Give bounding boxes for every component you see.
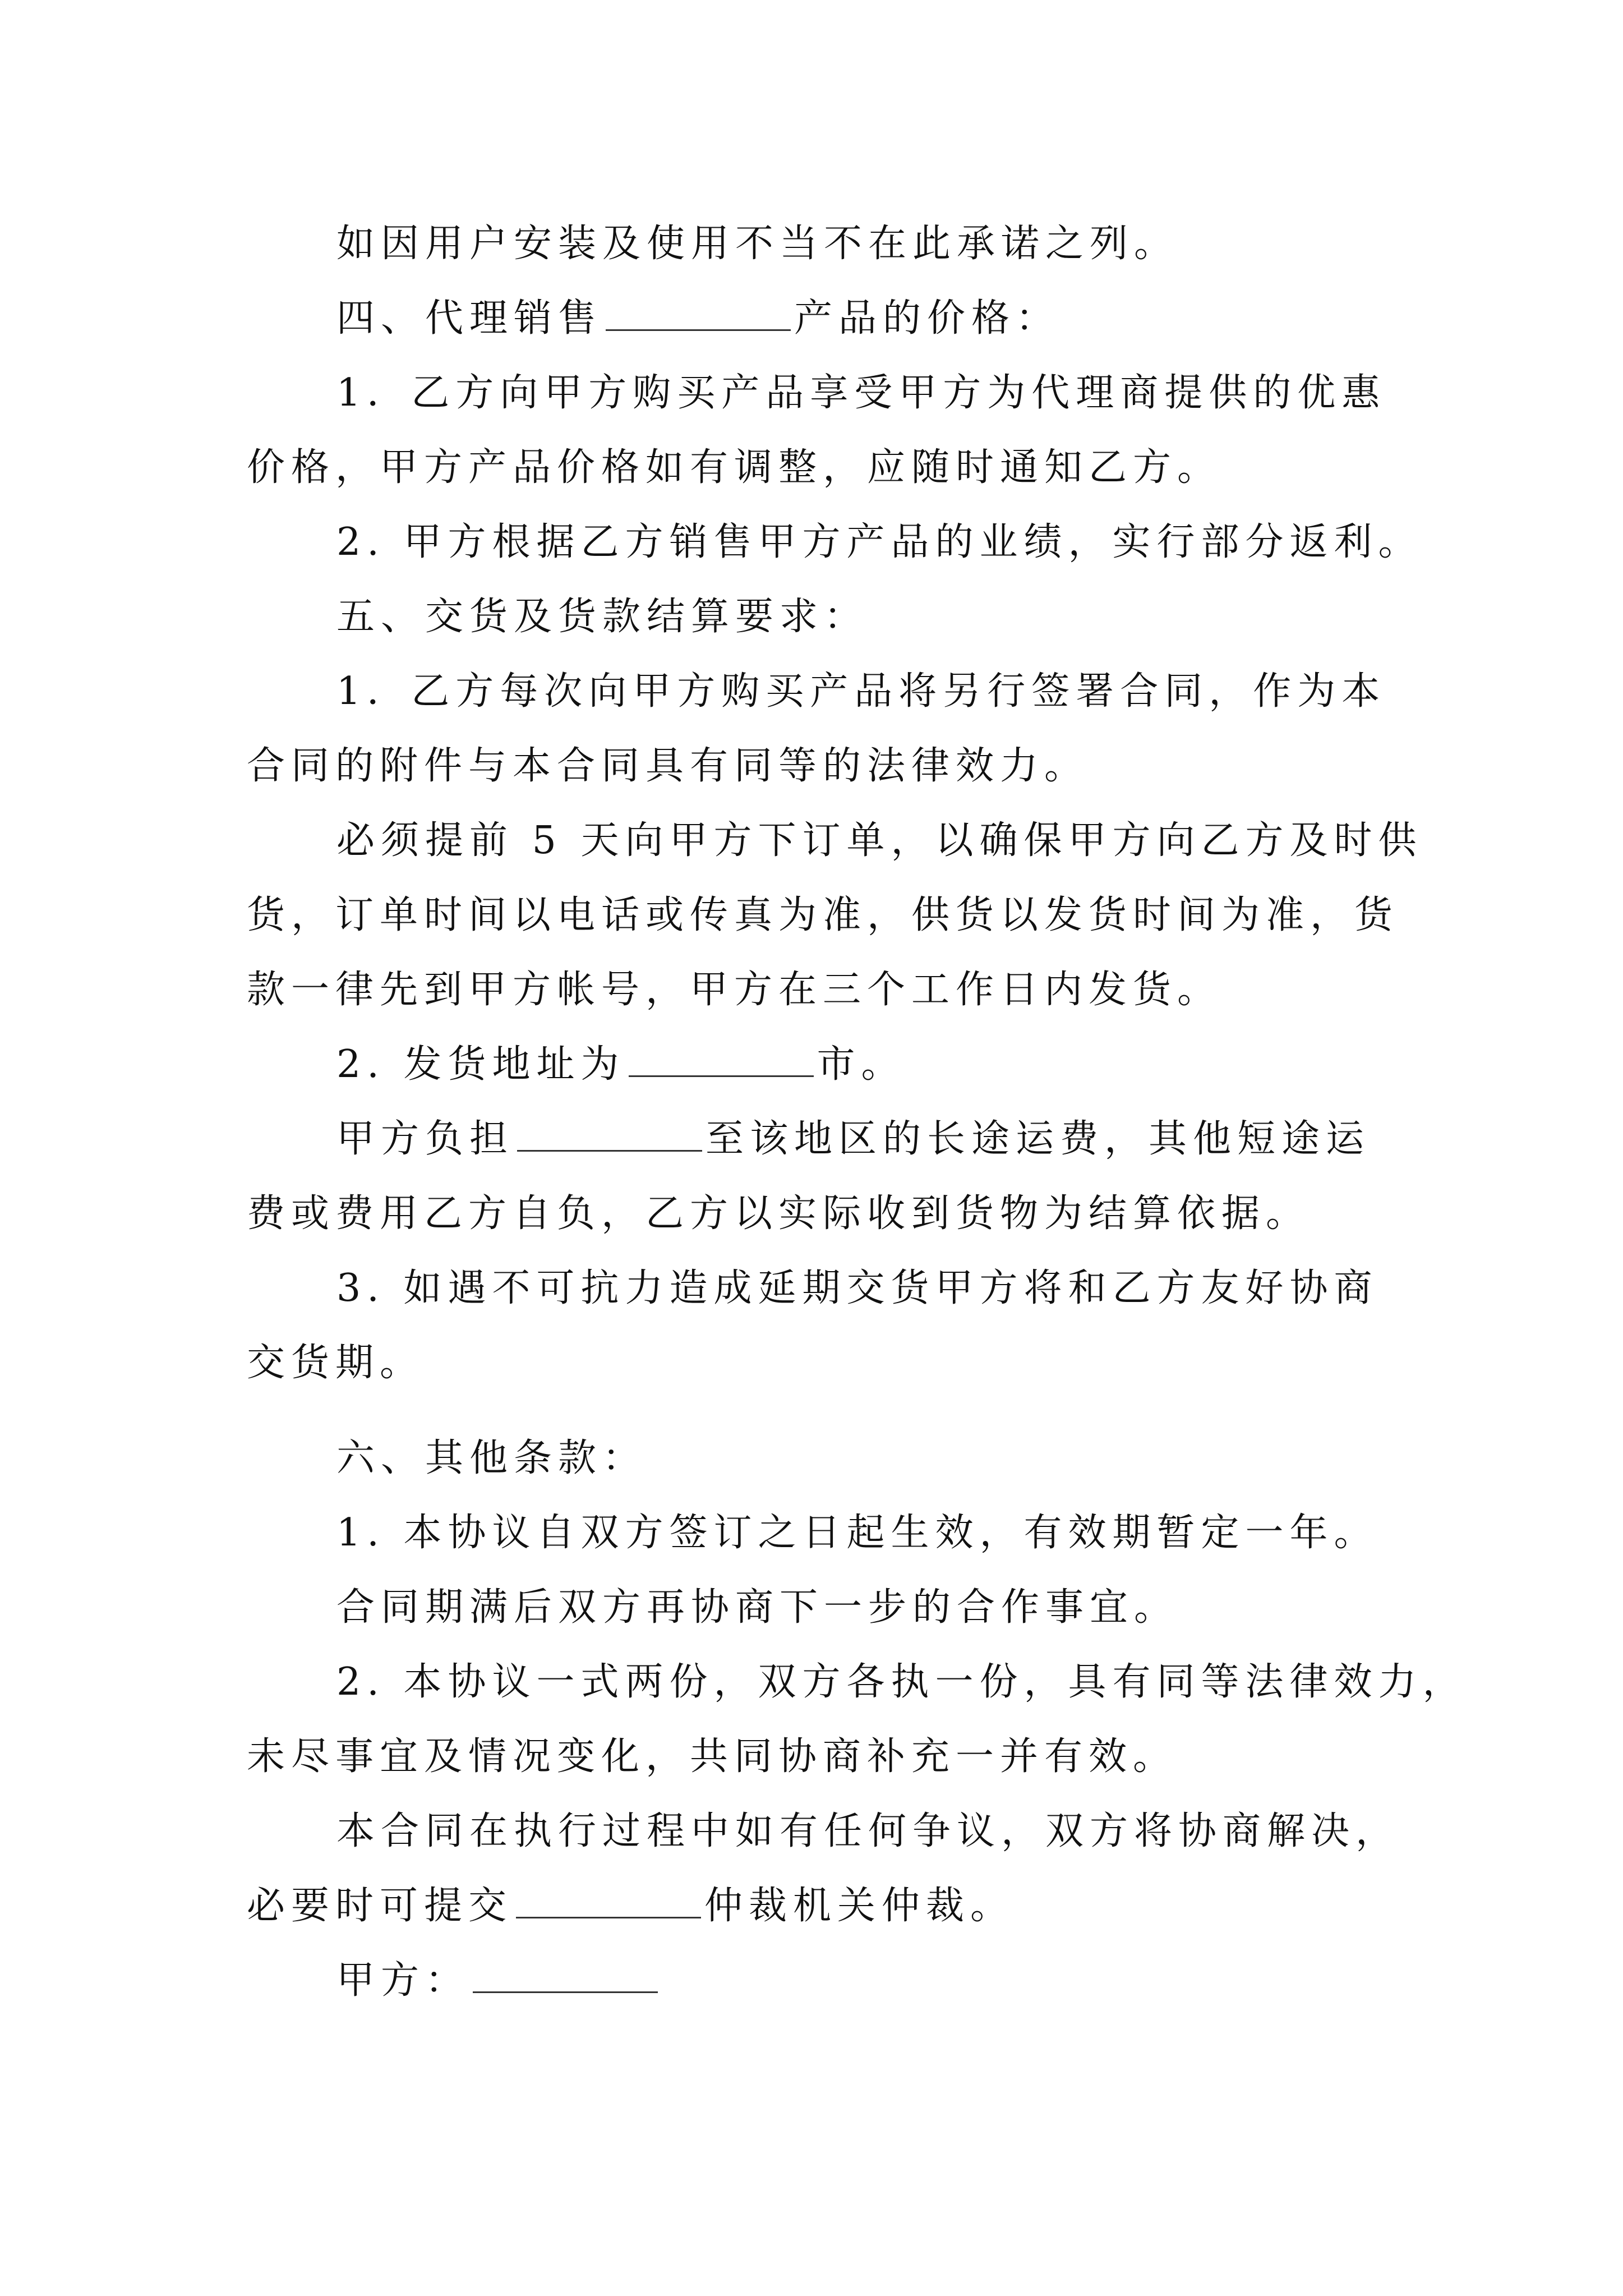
line-text: 四、代理销售 xyxy=(336,296,603,341)
fill-in-blank xyxy=(473,1958,658,1993)
fill-in-blank xyxy=(629,1042,814,1077)
line-text: 如因用户安装及使用不当不在此承诺之列。 xyxy=(336,222,1179,266)
paragraph-line xyxy=(247,1189,1310,1239)
paragraph-line xyxy=(336,368,1386,418)
line-text: 3. 如遇不可抗力造成延期交货甲方将和乙方友好协商 xyxy=(336,1266,1378,1310)
paragraph-line xyxy=(247,890,1399,941)
fill-in-blank xyxy=(516,1883,701,1918)
line-text: 1．乙方每次向甲方购买产品将另行签署合同，作为本 xyxy=(336,669,1386,714)
paragraph-line xyxy=(247,1338,424,1388)
line-text-after-blank: 产品的价格： xyxy=(794,296,1061,341)
line-text: 1．乙方向甲方购买产品享受甲方为代理商提供的优惠 xyxy=(336,371,1386,415)
line-text: 本合同在执行过程中如有任何争议，双方将协商解决， xyxy=(336,1809,1400,1853)
line-text: 合同期满后双方再协商下一步的合作事宜。 xyxy=(336,1585,1179,1630)
line-text: 合同的附件与本合同具有同等的法律效力。 xyxy=(247,744,1089,788)
line-text: 费或费用乙方自负，乙方以实际收到货物为结算依据。 xyxy=(247,1191,1311,1236)
line-text: 必须提前 5 天向甲方下订单，以确保甲方向乙方及时供 xyxy=(336,818,1423,863)
paragraph-line xyxy=(247,1732,1177,1782)
line-text: 甲方： xyxy=(336,1958,470,2003)
paragraph-line xyxy=(336,219,1178,269)
line-text: 2. 本协议一式两份，双方各执一份，具有同等法律效力， xyxy=(336,1660,1467,1704)
paragraph-line xyxy=(336,1582,1178,1633)
line-text-after-blank: 至该地区的长途运费，其他短途运 xyxy=(706,1117,1371,1161)
paragraph-line xyxy=(336,1508,1378,1558)
paragraph-line xyxy=(247,965,1221,1015)
line-text: 未尽事宜及情况变化，共同协商补充一并有效。 xyxy=(247,1734,1178,1779)
line-text: 五、交货及货款结算要求： xyxy=(336,595,869,639)
line-text: 甲方负担 xyxy=(336,1117,514,1161)
paragraph-line xyxy=(247,443,1221,493)
section-heading xyxy=(336,293,1060,344)
paragraph-line xyxy=(336,666,1386,717)
signature-line-party-a xyxy=(336,1955,661,2006)
line-text: 交货期。 xyxy=(247,1341,425,1385)
line-text-after-blank: 仲裁机关仲裁。 xyxy=(704,1884,1015,1928)
line-text: 2. 甲方根据乙方销售甲方产品的业绩，实行部分返利。 xyxy=(336,520,1423,564)
paragraph-line xyxy=(336,1806,1400,1857)
line-text-after-blank: 市。 xyxy=(817,1042,906,1087)
line-text: 六、其他条款： xyxy=(336,1436,647,1480)
paragraph-line xyxy=(247,741,1089,792)
paragraph-line xyxy=(247,1881,1015,1931)
paragraph-line xyxy=(336,1263,1378,1314)
paragraph-line xyxy=(336,517,1423,568)
line-text: 款一律先到甲方帐号，甲方在三个工作日内发货。 xyxy=(247,968,1222,1012)
section-heading xyxy=(336,592,868,642)
line-text: 价格，甲方产品价格如有调整，应随时通知乙方。 xyxy=(247,445,1222,490)
paragraph-line xyxy=(336,1114,1370,1165)
line-text: 必要时可提交 xyxy=(247,1884,513,1928)
paragraph-line xyxy=(336,816,1423,866)
section-heading xyxy=(336,1433,647,1484)
line-text: 货，订单时间以电话或传真为准，供货以发货时间为准，货 xyxy=(247,893,1399,937)
line-text: 2. 发货地址为 xyxy=(336,1042,625,1087)
paragraph-line xyxy=(336,1657,1467,1708)
fill-in-blank xyxy=(606,296,791,331)
fill-in-blank xyxy=(517,1116,702,1152)
line-text: 1. 本协议自双方签订之日起生效，有效期暂定一年。 xyxy=(336,1511,1378,1555)
paragraph-line xyxy=(336,1039,906,1090)
